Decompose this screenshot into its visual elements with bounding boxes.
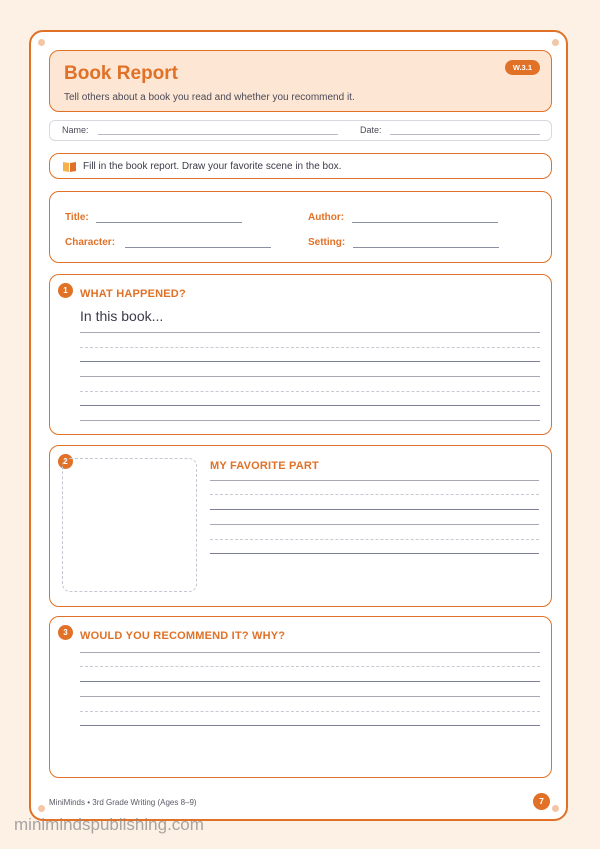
instruction-bar bbox=[49, 153, 552, 179]
book-icon bbox=[62, 161, 77, 173]
writing-baseline[interactable] bbox=[80, 405, 540, 406]
section-title: MY FAVORITE PART bbox=[210, 460, 319, 472]
watermark: minimindspublishing.com bbox=[14, 815, 204, 834]
title-field[interactable] bbox=[96, 222, 242, 223]
writing-midline bbox=[80, 666, 540, 667]
character-field[interactable] bbox=[125, 247, 271, 248]
book-info-box bbox=[49, 191, 552, 263]
section-number-badge: 2 bbox=[58, 454, 73, 469]
writing-baseline[interactable] bbox=[210, 553, 539, 554]
worksheet-page bbox=[29, 30, 568, 821]
writing-baseline[interactable] bbox=[80, 681, 540, 682]
writing-midline bbox=[210, 539, 539, 540]
corner-dot bbox=[38, 805, 45, 812]
setting-field[interactable] bbox=[353, 247, 499, 248]
page-number-badge: 7 bbox=[533, 793, 550, 810]
corner-dot bbox=[552, 805, 559, 812]
section-number-badge: 1 bbox=[58, 283, 73, 298]
author-label: Author: bbox=[308, 212, 345, 223]
drawing-box[interactable] bbox=[62, 458, 197, 592]
date-label: Date: bbox=[360, 125, 382, 135]
writing-baseline[interactable] bbox=[210, 509, 539, 510]
writing-baseline[interactable] bbox=[80, 361, 540, 362]
section-number-badge: 3 bbox=[58, 625, 73, 640]
section-prompt: In this book... bbox=[80, 308, 164, 324]
corner-dot bbox=[38, 39, 45, 46]
header-banner bbox=[49, 50, 552, 112]
name-field[interactable] bbox=[98, 134, 338, 135]
writing-baseline[interactable] bbox=[80, 725, 540, 726]
writing-midline bbox=[210, 494, 539, 495]
setting-label: Setting: bbox=[308, 237, 346, 248]
page-subtitle: Tell others about a book you read and whether you recommend it. bbox=[64, 92, 355, 103]
name-date-bar bbox=[49, 120, 552, 141]
writing-line[interactable] bbox=[210, 480, 539, 481]
writing-line[interactable] bbox=[80, 332, 540, 333]
name-label: Name: bbox=[62, 125, 89, 135]
date-field[interactable] bbox=[390, 134, 540, 135]
section-what-happened bbox=[49, 274, 552, 435]
writing-line[interactable] bbox=[80, 376, 540, 377]
title-label: Title: bbox=[65, 212, 89, 223]
writing-line[interactable] bbox=[80, 652, 540, 653]
writing-midline bbox=[80, 711, 540, 712]
page-title: Book Report bbox=[64, 63, 178, 84]
writing-line[interactable] bbox=[80, 420, 540, 421]
footer-text: MiniMinds • 3rd Grade Writing (Ages 8–9) bbox=[49, 798, 197, 807]
section-title: WHAT HAPPENED? bbox=[80, 288, 186, 300]
standard-badge: W.3.1 bbox=[505, 60, 540, 75]
author-field[interactable] bbox=[352, 222, 498, 223]
character-label: Character: bbox=[65, 237, 116, 248]
writing-line[interactable] bbox=[80, 696, 540, 697]
instruction-text: Fill in the book report. Draw your favorite scene in the box. bbox=[83, 161, 342, 172]
section-recommend bbox=[49, 616, 552, 778]
writing-midline bbox=[80, 347, 540, 348]
writing-midline bbox=[80, 391, 540, 392]
corner-dot bbox=[552, 39, 559, 46]
section-title: WOULD YOU RECOMMEND IT? WHY? bbox=[80, 630, 286, 642]
section-favorite-part bbox=[49, 445, 552, 607]
writing-line[interactable] bbox=[210, 524, 539, 525]
